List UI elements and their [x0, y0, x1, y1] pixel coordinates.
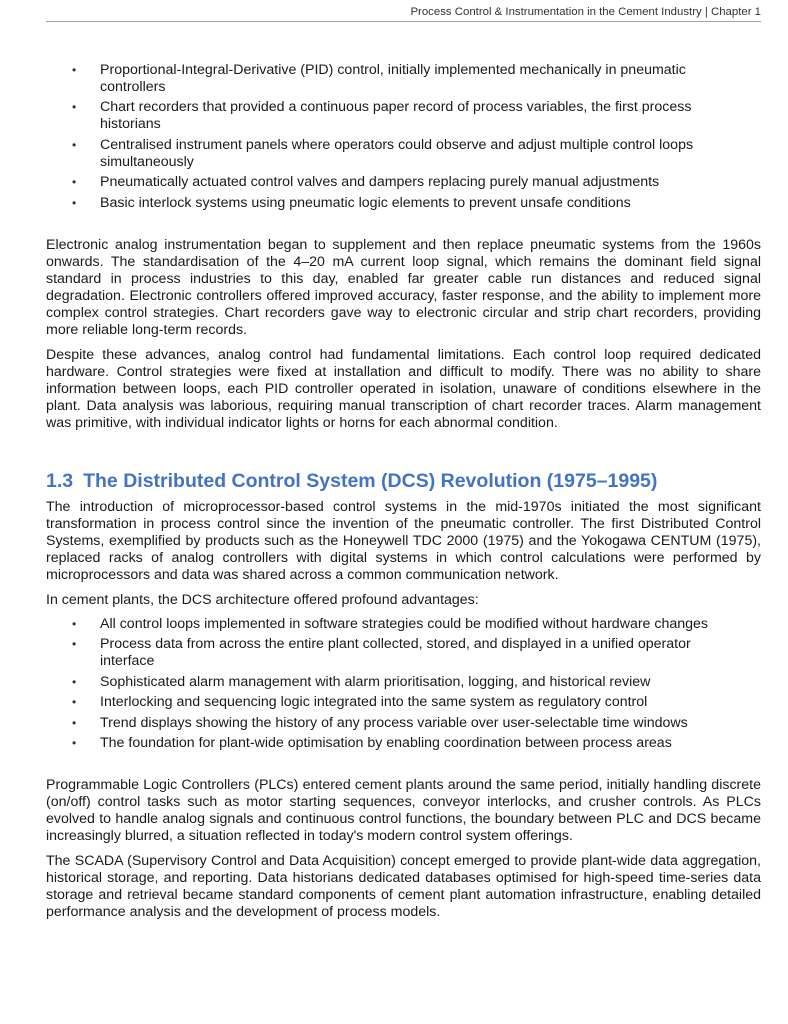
page-content — [46, 62, 761, 921]
paragraph-electronic-analog: Electronic analog instrumentation began to supplement and then replace pneumatic systems from the 1960s onwards. The standardisation of the 4–20 mA current loop signal, which remains the dominant field signal standard in process industries to this day, enabled far greater cable run distances and reduced signal degradation. Electronic controllers offered improved accuracy, faster response, and the ability to implement more complex control strategies. Chart recorders gave way to electronic circular and strip chart recorders, providing more reliable long-term records. — [46, 236, 761, 338]
list-item: • Centralised instrument panels where operators could observe and adjust multiple control loops simultaneously — [46, 137, 761, 171]
list-item: • Process data from across the entire plant collected, stored, and displayed in a unified operator interface — [46, 636, 761, 670]
list-item: • All control loops implemented in software strategies could be modified without hardware changes — [46, 616, 761, 633]
section-heading — [46, 469, 761, 493]
paragraph-analog-limitations: Despite these advances, analog control had fundamental limitations. Each control loop required dedicated hardware. Control strategies were fixed at installation and difficult to modify. There was no ability to share information between loops, each PID controller operated in isolation, unaware of conditions elsewhere in the plant. Data analysis was laborious, requiring manual transcription of chart recorder traces. Alarm management was primitive, with individual indicator lights or horns for each abnormal condition. — [46, 346, 761, 431]
dcs-advantages-list — [46, 616, 761, 752]
list-item: • Sophisticated alarm management with alarm prioritisation, logging, and historical review — [46, 674, 761, 691]
list-item: • Pneumatically actuated control valves and dampers replacing purely manual adjustments — [46, 174, 761, 191]
list-item: • Basic interlock systems using pneumatic logic elements to prevent unsafe conditions — [46, 195, 761, 212]
list-item: • The foundation for plant-wide optimisation by enabling coordination between process areas — [46, 735, 761, 752]
list-item: • Interlocking and sequencing logic integrated into the same system as regulatory control — [46, 694, 761, 711]
list-item: • Trend displays showing the history of any process variable over user-selectable time windows — [46, 715, 761, 732]
section-number: 1.3 — [46, 469, 74, 492]
paragraph-plcs: Programmable Logic Controllers (PLCs) entered cement plants around the same period, initially handling discrete (on/off) control tasks such as motor starting sequences, conveyor interlocks, and crusher controls. As PLCs evolved to handle analog signals and continuous control functions, the boundary between PLC and DCS became increasingly blurred, a situation reflected in today's modern control system offerings. — [46, 777, 761, 845]
list-item: • Proportional-Integral-Derivative (PID) control, initially implemented mechanically in pneumatic controllers — [46, 62, 761, 96]
list-item: • Chart recorders that provided a continuous paper record of process variables, the first process historians — [46, 99, 761, 133]
paragraph-dcs-advantages-intro: In cement plants, the DCS architecture offered profound advantages: — [46, 591, 479, 608]
section-title: The Distributed Control System (DCS) Revolution (1975–1995) — [83, 469, 658, 492]
paragraph-dcs-introduction: The introduction of microprocessor-based control systems in the mid-1970s initiated the most significant transformation in process control since the invention of the pneumatic controller. The first Distributed Control Systems, exemplified by products such as the Honeywell TDC 2000 (1975) and the Yokogawa CENTUM (1975), replaced racks of analog controllers with digital systems in which control calculations were performed by microprocessors and data was shared across a common communication network. — [46, 498, 761, 583]
running-header: Process Control & Instrumentation in the Cement Industry | Chapter 1 — [46, 6, 761, 22]
pneumatic-era-list — [46, 62, 761, 212]
paragraph-scada: The SCADA (Supervisory Control and Data Acquisition) concept emerged to provide plant-wide data aggregation, historical storage, and reporting. Data historians dedicated databases optimised for high-speed time-series data storage and retrieval became standard components of cement plant automation infrastructure, enabling detailed performance analysis and the development of process models. — [46, 853, 761, 921]
